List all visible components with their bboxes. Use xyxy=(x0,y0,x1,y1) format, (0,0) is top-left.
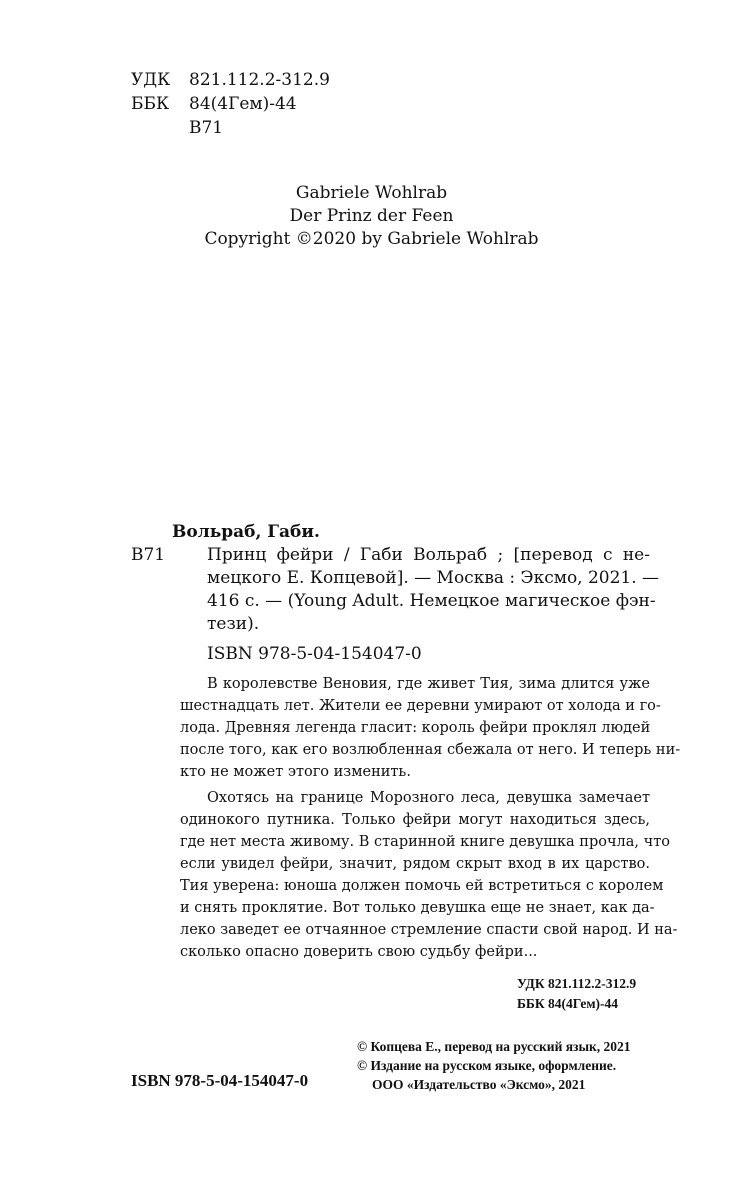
original-author: Gabriele Wohlrab xyxy=(295,183,448,203)
annotation-line: после того, как его возлюбленная сбежала от него. И теперь ни- xyxy=(180,742,681,758)
annotation-line: Охотясь на границе Морозного леса, девушка замечает xyxy=(207,790,650,806)
annotation-line: сколько опасно доверить свою судьбу фейри... xyxy=(180,944,538,960)
bbk-label: ББК xyxy=(131,94,170,114)
author-mark: В71 xyxy=(131,545,166,565)
udk-label: УДК xyxy=(131,70,171,90)
biblio-line: мецкого Е. Копцевой]. — Москва : Эксмо, 2021. — xyxy=(207,568,660,588)
bbk-value: 84(4Гем)-44 xyxy=(189,94,297,114)
copyright-translation: © Копцева Е., перевод на русский язык, 2021 xyxy=(357,1039,631,1054)
author-mark-top: В71 xyxy=(189,118,224,138)
isbn: ISBN 978-5-04-154047-0 xyxy=(207,644,422,664)
author-heading: Вольраб, Габи. xyxy=(172,522,320,542)
original-copyright: Copyright ©2020 by Gabriele Wohlrab xyxy=(204,229,539,249)
annotation-line: и снять проклятие. Вот только девушка еще не знает, как да- xyxy=(180,900,655,916)
original-title: Der Prinz der Feen xyxy=(289,206,454,226)
annotation-line: одинокого путника. Только фейри могут находиться здесь, xyxy=(180,812,650,828)
footer-bbk: ББК 84(4Гем)-44 xyxy=(517,996,618,1011)
annotation-line: шестнадцать лет. Жители ее деревни умирают от холода и го- xyxy=(180,698,661,714)
annotation-line: если увидел фейри, значит, рядом скрыт вход в их царство. xyxy=(180,856,650,872)
copyright-publisher: ООО «Издательство «Эксмо», 2021 xyxy=(372,1077,586,1092)
annotation-line: Тия уверена: юноша должен помочь ей встретиться с королем xyxy=(180,878,664,894)
biblio-line: 416 с. — (Young Adult. Немецкое магическое фэн- xyxy=(207,591,656,611)
annotation-line: кто не может этого изменить. xyxy=(180,764,411,780)
biblio-line: тези). xyxy=(207,614,260,634)
bottom-isbn: ISBN 978-5-04-154047-0 xyxy=(131,1071,309,1090)
annotation-line: В королевстве Веновия, где живет Тия, зима длится уже xyxy=(207,676,650,692)
udk-value: 821.112.2-312.9 xyxy=(189,70,330,90)
annotation-line: лода. Древняя легенда гласит: король фейри проклял людей xyxy=(180,720,651,736)
copyright-edition: © Издание на русском языке, оформление. xyxy=(357,1058,617,1073)
footer-udk: УДК 821.112.2-312.9 xyxy=(517,976,637,991)
biblio-line: Принц фейри / Габи Вольраб ; [перевод с не- xyxy=(207,545,650,565)
annotation-line: леко заведет ее отчаянное стремление спасти свой народ. И на- xyxy=(180,922,678,938)
annotation-line: где нет места живому. В старинной книге девушка прочла, что xyxy=(180,834,670,850)
